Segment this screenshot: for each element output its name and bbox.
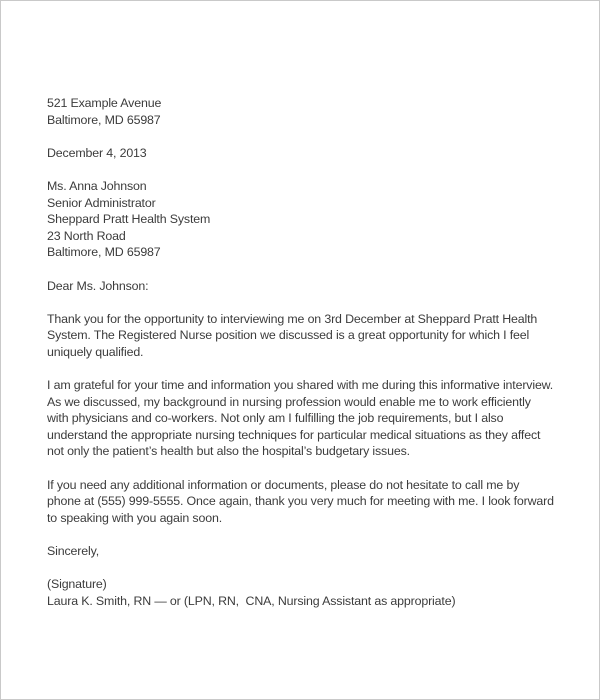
signature-name: Laura K. Smith, RN — or (LPN, RN, CNA, Nursing Assistant as appropriate) — [47, 593, 456, 608]
body-paragraph-2: I am grateful for your time and information you shared with me during this informative interview. As we discussed, my background in nursing profession would enable me to work efficiently with physicians and co-workers. Not only am I fulfilling the job requirements, but I also understand the appropriate nursing techniques for particular medical situations as they affect not only the patient’s health but also the hospital’s budgetary issues. — [47, 378, 556, 459]
body-paragraph-1: Thank you for the opportunity to interviewing me on 3rd December at Sheppard Pratt Health System. The Registered Nurse position we discussed is a great opportunity for which I feel uniquely qualified. — [47, 311, 541, 359]
signature-block — [47, 576, 555, 609]
recipient-organization: Sheppard Pratt Health System — [47, 212, 211, 227]
letter-body — [47, 95, 558, 609]
sender-address-block — [47, 95, 555, 128]
recipient-address-block — [47, 178, 555, 261]
letter-date: December 4, 2013 — [47, 145, 147, 160]
recipient-street: 23 North Road — [47, 228, 126, 243]
recipient-title: Senior Administrator — [47, 195, 156, 210]
salutation: Dear Ms. Johnson: — [47, 278, 149, 293]
recipient-name: Ms. Anna Johnson — [47, 178, 147, 193]
recipient-city-state-zip: Baltimore, MD 65987 — [47, 245, 161, 260]
closing: Sincerely, — [47, 544, 99, 559]
sender-address-line-2: Baltimore, MD 65987 — [47, 112, 161, 127]
sender-address-line-1: 521 Example Avenue — [47, 96, 162, 110]
signature-placeholder: (Signature) — [47, 577, 107, 592]
body-paragraph-3: If you need any additional information or documents, please do not hesitate to call me by phone at (555) 999-5555. Once again, thank you very much for meeting with me. I look forward to speaking with you again soon. — [47, 477, 558, 525]
